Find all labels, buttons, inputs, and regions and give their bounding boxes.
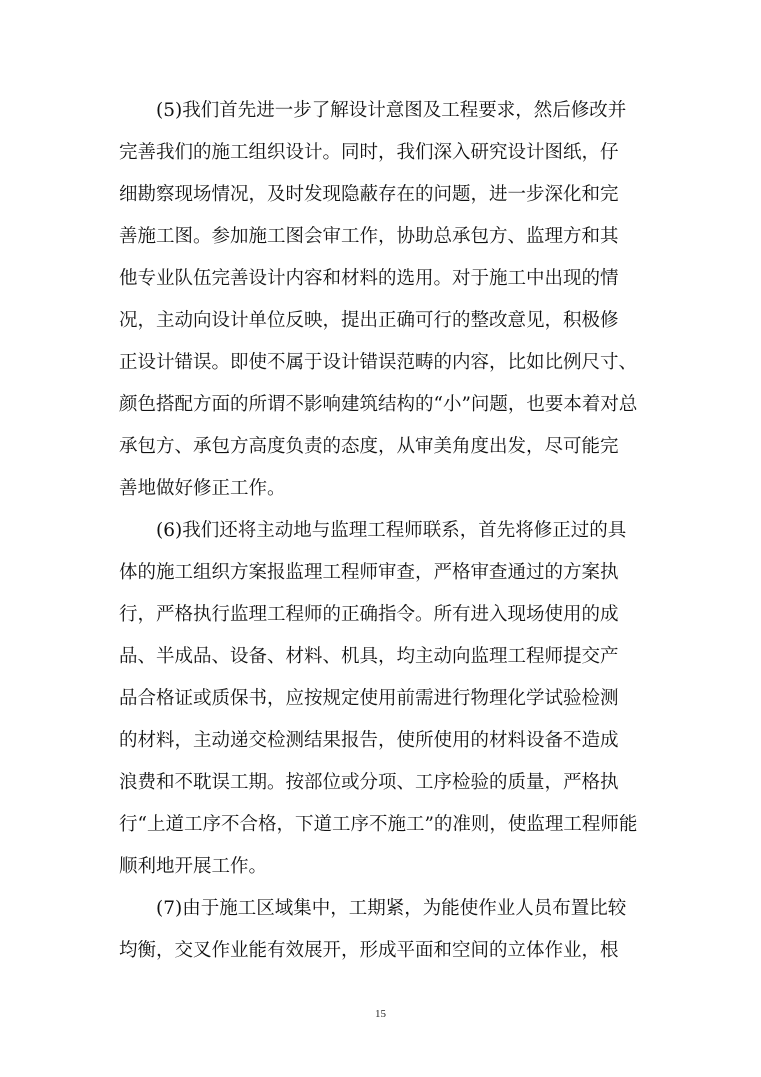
text-line-para5-7: 正设计错误。即使不属于设计错误范畴的内容，比如比例尺寸、 (119, 352, 638, 373)
text-line-para6-4: 品、半成品、设备、材料、机具，均主动向监理工程师提交产 (119, 646, 619, 667)
page-number: 15 (375, 1008, 386, 1020)
text-line-para5-5: 他专业队伍完善设计内容和材料的选用。对于施工中出现的情 (119, 268, 619, 289)
text-line-para6-2: 体的施工组织方案报监理工程师审查，严格审查通过的方案执 (119, 562, 619, 583)
text-line-para7-1: (7)由于施工区域集中，工期紧，为能使作业人员布置比较 (156, 898, 627, 919)
text-line-para7-2: 均衡，交叉作业能有效展开，形成平面和空间的立体作业，根 (119, 940, 619, 961)
text-line-para6-6: 的材料，主动递交检测结果报告，使所使用的材料设备不造成 (119, 730, 619, 751)
text-line-para5-1: (5)我们首先进一步了解设计意图及工程要求，然后修改并 (156, 100, 627, 121)
text-line-para5-10: 善地做好修正工作。 (119, 478, 286, 499)
text-line-para6-1: (6)我们还将主动地与监理工程师联系，首先将修正过的具 (156, 520, 627, 541)
text-line-para5-6: 况，主动向设计单位反映，提出正确可行的整改意见，积极修 (119, 310, 619, 331)
text-line-para5-4: 善施工图。参加施工图会审工作，协助总承包方、监理方和其 (119, 226, 619, 247)
text-line-para5-8: 颜色搭配方面的所谓不影响建筑结构的“小”问题，也要本着对总 (119, 394, 638, 415)
text-line-para6-8: 行“上道工序不合格，下道工序不施工”的准则，使监理工程师能 (119, 814, 638, 835)
text-line-para5-3: 细勘察现场情况，及时发现隐蔽存在的问题，进一步深化和完 (119, 184, 619, 205)
text-line-para5-2: 完善我们的施工组织设计。同时，我们深入研究设计图纸，仔 (119, 142, 619, 163)
text-line-para6-3: 行，严格执行监理工程师的正确指令。所有进入现场使用的成 (119, 604, 619, 625)
text-line-para6-5: 品合格证或质保书，应按规定使用前需进行物理化学试验检测 (119, 688, 619, 709)
text-line-para6-9: 顺利地开展工作。 (119, 856, 268, 877)
text-line-para5-9: 承包方、承包方高度负责的态度，从审美角度出发，尽可能完 (119, 436, 619, 457)
text-line-para6-7: 浪费和不耽误工期。按部位或分项、工序检验的质量，严格执 (119, 772, 619, 793)
